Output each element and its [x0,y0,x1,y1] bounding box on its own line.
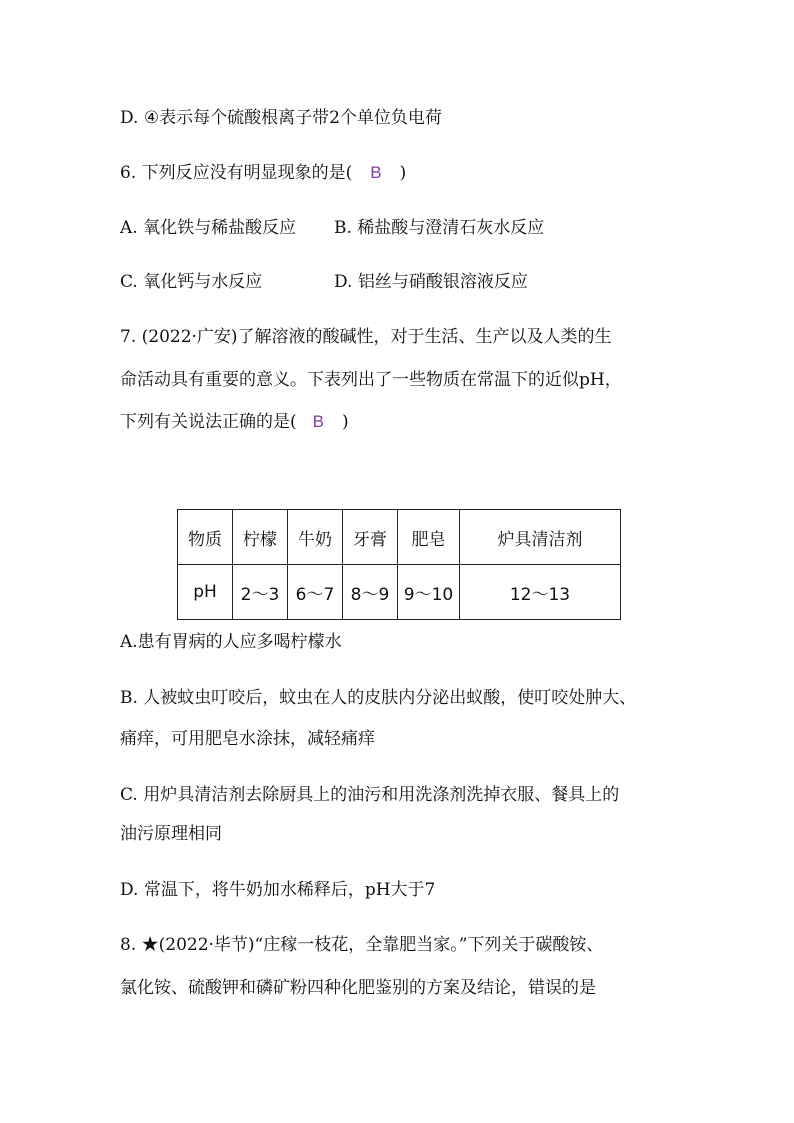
q6-options-row1 [120,216,544,240]
q5-option-d: D. ④表示每个硫酸根离子带2个单位负电荷 [120,108,442,128]
table-cell: 12～13 [460,565,621,620]
q7-answer: B [312,412,324,431]
q8-stem-line2: 氯化铵、硫酸钾和磷矿粉四种化肥鉴别的方案及结论，错误的是 [120,978,596,998]
table-header-cell: 炉具清洁剂 [460,510,621,565]
q6-stem-text: 6. 下列反应没有明显现象的是( [120,163,353,183]
table-cell: 6～7 [288,565,343,620]
table-row [178,565,621,620]
ph-table [177,509,621,620]
table-header-cell: 肥皂 [398,510,460,565]
q6-option-d: D. 铝丝与硝酸银溶液反应 [334,272,528,292]
table-header-cell: 物质 [178,510,233,565]
q7-close: ) [341,412,349,432]
q6-stem [120,161,406,185]
q7-stem-line2: 命活动具有重要的意义。下表列出了一些物质在常温下的近似pH， [120,370,622,390]
q7-stem-line1: 7. (2022·广安)了解溶液的酸碱性，对于生活、生产以及人类的生 [120,327,612,347]
table-cell: 9～10 [398,565,460,620]
table-cell: 2～3 [233,565,288,620]
table-header-cell: 柠檬 [233,510,288,565]
q7-option-a: A.患有胃病的人应多喝柠檬水 [120,632,342,652]
q6-option-b: B. 稀盐酸与澄清石灰水反应 [334,218,545,238]
q7-stem-line3-text: 下列有关说法正确的是( [120,412,297,432]
table-header-cell: 牙膏 [343,510,398,565]
q7-option-b-line2: 痛痒，可用肥皂水涂抹，减轻痛痒 [120,729,375,749]
q6-close: ) [399,163,407,183]
q7-option-c-line2: 油污原理相同 [120,824,222,844]
q8-stem-line1: 8. ★(2022·毕节)“庄稼一枝花，全靠肥当家。”下列关于碳酸铵、 [120,935,604,955]
table-header-cell: 牛奶 [288,510,343,565]
table-header-row [178,510,621,565]
q6-option-c: C. 氧化钙与水反应 [120,272,263,292]
q6-answer: B [370,163,382,182]
q7-option-b-line1: B. 人被蚊虫叮咬后，蚊虫在人的皮肤内分泌出蚁酸，使叮咬处肿大、 [120,688,637,708]
q6-options-row2 [120,270,528,294]
table-cell: 8～9 [343,565,398,620]
q7-option-c-line1: C. 用炉具清洁剂去除厨具上的油污和用洗涤剂洗掉衣服、餐具上的 [120,785,620,805]
table-cell: pH [178,565,233,620]
q7-option-d: D. 常温下，将牛奶加水稀释后，pH大于7 [120,880,436,900]
q7-stem-line3 [120,410,349,434]
q6-option-a: A. 氧化铁与稀盐酸反应 [120,218,297,238]
